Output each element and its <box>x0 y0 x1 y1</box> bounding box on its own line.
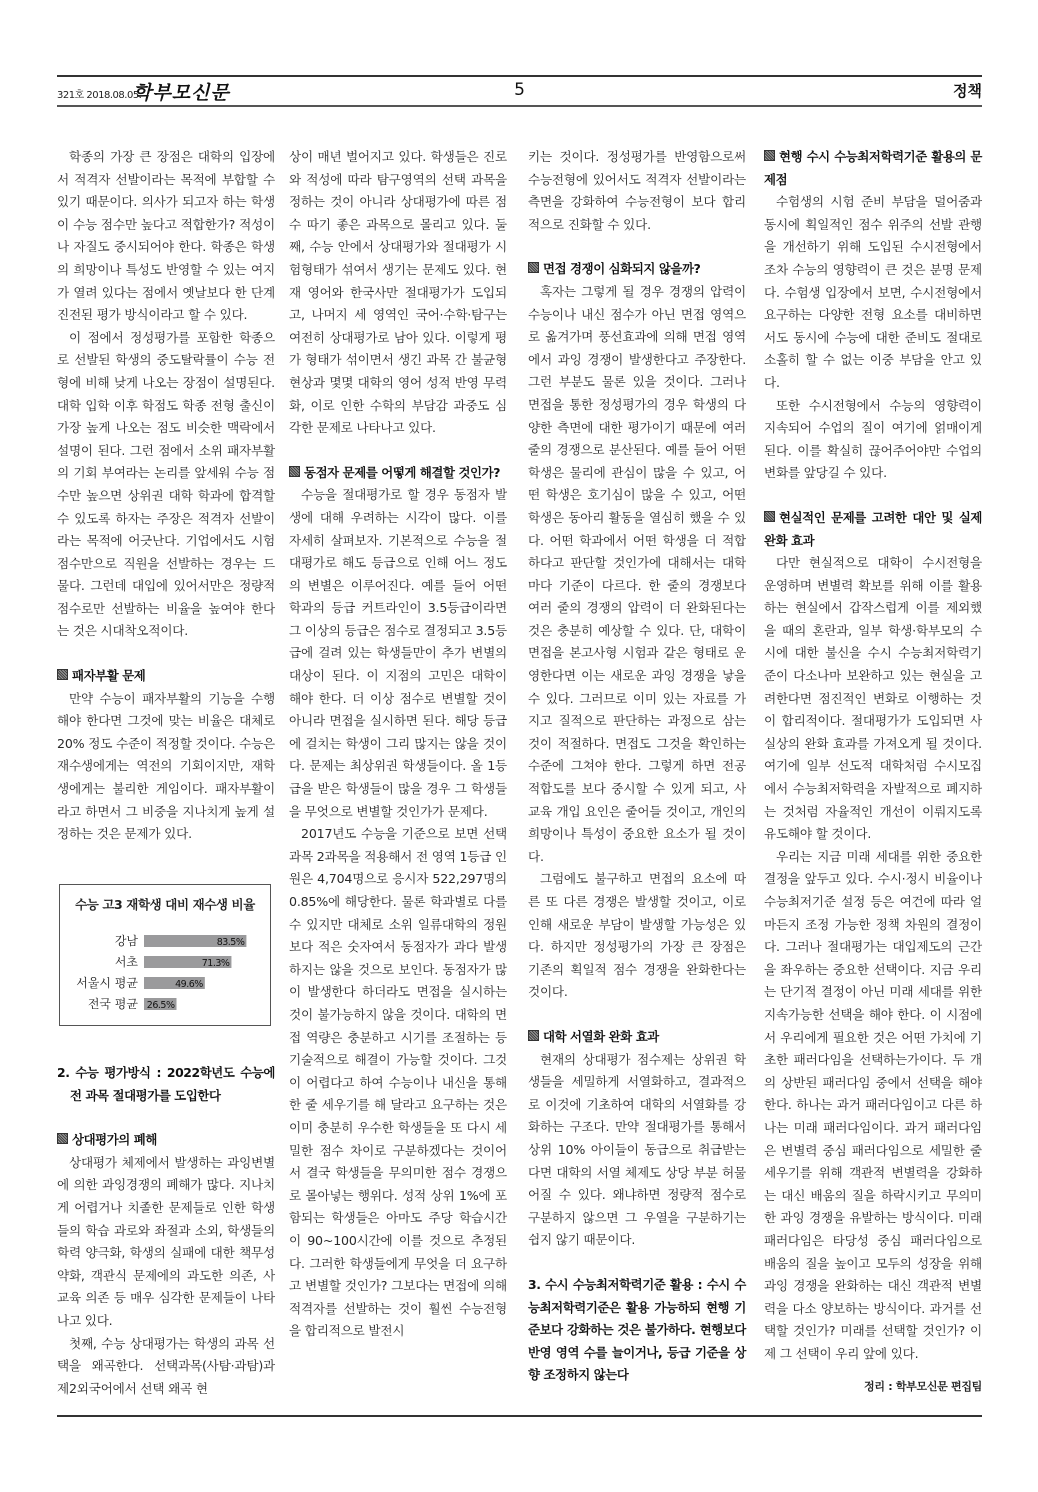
spacer <box>528 236 746 258</box>
bar-category-label: 전국 평균 <box>87 997 138 1011</box>
section-name: 정책 <box>953 82 982 100</box>
bar-category-label: 강남 <box>114 934 138 948</box>
subheading <box>57 665 275 688</box>
subheading <box>57 1129 275 1152</box>
bar-value-label: 49.6% <box>175 979 203 990</box>
square-bullet-icon <box>289 466 300 477</box>
paragraph: 수능을 절대평가로 할 경우 동점자 발생에 대해 우려하는 시각이 많다. 이를 자세히 살펴보자. 기본적으로 수능을 절대평가로 해도 등급으로 인해 어느 정도의 변별은 이루어진다. 예를 들어 어떤 학과의 등급 커트라인이 3.5등급이라면 그 이상의 등급은 점수로 결정되고 3.5등급에 걸려 있는 학생들만이 추가 변별의 대상이 된다. 이 지점의 고민은 대학이 해야 한다. 더 이상 점수로 변별할 것이 아니라 면접을 실시하면 된다. 해당 등급에 걸치는 학생이 그리 많지는 않을 것이다. 문제는 최상위권 학생들이다. 올 1등급을 받은 학생들이 많을 경우 그 학생들을 무엇으로 변별할 것인가가 문제다. <box>289 487 507 819</box>
issue-date: 321호 2018.08.05. <box>57 90 142 101</box>
footer-rule <box>57 1415 982 1417</box>
subheading-text: 동점자 문제를 어떻게 해결할 것인가? <box>304 464 500 480</box>
paragraph: 수험생의 시험 준비 부담을 덜어줌과 동시에 획일적인 점수 위주의 선발 관행을 개선하기 위해 도입된 수시전형에서조차 수능의 영향력이 큰 것은 분명 문제다. 수험생 입장에서 보면, 수시전형에서 요구하는 다양한 전형 요소를 대비하면서도 동시에 수능에 대한 준비도 절대로 소홀히 할 수 없는 이중 부담을 안고 있다. <box>764 194 982 390</box>
paragraph: 현재의 상대평가 점수제는 상위권 학생들을 세밀하게 서열화하고, 결과적으로 이것에 기초하여 대학의 서열화를 강화하는 구조다. 만약 절대평가를 통해서 상위 10% 아이들이 동급으로 취급받는다면 대학의 서열 체제도 상당 부분 허물어질 수 있다. 왜냐하면 정량적 점수로 구분하지 않으면 그 우열을 구분하기는 쉽지 않기 때문이다. <box>528 1051 746 1248</box>
chart-box <box>59 884 271 1026</box>
bar-category-label: 서초 <box>114 955 138 969</box>
article-column-1-lower <box>57 1062 275 1400</box>
editor-credit: 정리 : 학부모신문 편집팀 <box>864 1380 982 1394</box>
square-bullet-icon <box>764 511 775 522</box>
section-heading: 3. 수시 수능최저학력기준 활용 : 수시 수능최저학력기준은 활용 가능하되 현행 기준보다 강화하는 것은 불가하다. 현행보다 반영 영역 수를 늘이거나, 등급 기준을 상향 조정하지 않는다 <box>528 1276 746 1383</box>
subheading-text: 현실적인 문제를 고려한 대안 및 실제 완화 효과 <box>764 509 982 548</box>
subheading-text: 현행 수시 수능최저학력기준 활용의 문제점 <box>764 149 982 187</box>
subheading-text: 대학 서열화 완화 효과 <box>543 1028 659 1044</box>
chart-title: 수능 고3 재학생 대비 재수생 비율 <box>75 897 255 912</box>
bar-category-label: 서울시 평균 <box>76 976 138 990</box>
paragraph: 만약 수능이 패자부활의 기능을 수행해야 한다면 그것에 맞는 비율은 대체로 20% 정도 수준이 적정할 것이다. 수능은 재수생에게는 역전의 기회이지만, 재학생에게는 불리한 게임이다. 패자부활이라고 하면서 그 비중을 지나치게 높게 설정하는 것은 문제가 있다. <box>57 690 275 842</box>
paragraph: 또한 수시전형에서 수능의 영향력이 지속되어 수업의 질이 여기에 얽매이게 된다. 이를 확실히 끊어주어야만 수업의 변화를 앞당길 수 있다. <box>764 397 982 481</box>
article-column-3 <box>528 146 746 1387</box>
square-bullet-icon <box>764 150 775 161</box>
spacer <box>764 485 982 507</box>
section-heading: 2. 수능 평가방식 : 2022학년도 수능에 전 과목 절대평가를 도입한다 <box>57 1065 275 1103</box>
paragraph: 그럼에도 불구하고 면접의 요소에 따른 또 다른 경쟁은 발생할 것이고, 이로 인해 새로운 부담이 발생할 가능성은 있다. 하지만 정성평가의 가장 큰 장점은 기존의 획일적 점수 경쟁을 완화한다는 것이다. <box>528 871 746 1000</box>
bar-value-label: 83.5% <box>216 937 245 948</box>
paragraph: 우리는 지금 미래 세대를 위한 중요한 결정을 앞두고 있다. 수시·정시 비율이나 수능최저기준 설정 등은 여건에 따라 얼마든지 조정 가능한 정책 차원의 결정이다. 그러나 절대평가는 대입제도의 근간을 좌우하는 중요한 선택이다. 지금 우리는 단기적 결정이 아닌 미래 세대를 위한 지속가능한 선택을 해야 한다. 이 시점에서 우리에게 필요한 것은 어떤 가치에 기초한 패러다임을 선택하는가이다. 두 개의 상반된 패러다임 중에서 선택을 해야 한다. 하나는 과거 패러다임이고 다른 하나는 미래 패러다임이다. 과거 패러다임은 변별력 중심 패러다임으로 세밀한 줄 세우기를 위해 객관적 변별력을 강화하는 대신 배움의 질을 하락시키고 무의미한 과잉 경쟁을 유발하는 방식이다. 미래 패러다임은 타당성 중심 패러다임으로 배움의 질을 높이고 모두의 성장을 위해 과잉 경쟁을 완화하는 대신 객관적 변별력을 다소 양보하는 방식이다. 과거를 선택할 것인가? 미래를 선택할 것인가? 이제 그 선택이 우리 앞에 있다. <box>764 848 982 1361</box>
bar-value-label: 71.3% <box>201 958 230 969</box>
paragraph: 키는 것이다. 정성평가를 반영함으로써 수능전형에 있어서도 적격자 선발이라는 측면을 강화하여 수능전형이 보다 합리적으로 진화할 수 있다. <box>528 149 746 232</box>
subheading <box>289 462 507 485</box>
square-bullet-icon <box>528 262 539 273</box>
page-number: 5 <box>514 80 525 100</box>
subheading-text: 면접 경쟁이 심화되지 않을까? <box>543 261 701 277</box>
paragraph: 첫째, 수능 상대평가는 학생의 과목 선택을 왜곡한다. 선택과목(사탐·과탐)과 제2외국어에서 선택 왜곡 현 <box>57 1335 275 1396</box>
square-bullet-icon <box>57 1133 68 1144</box>
subheading <box>764 146 982 191</box>
paragraph: 상대평가 체제에서 발생하는 과잉변별에 의한 과잉경쟁의 폐해가 많다. 지나치게 어렵거나 치졸한 문제들로 인한 학생들의 학습 과로와 좌절과 소외, 학생들의 학력 양극화, 학생의 실패에 대한 책무성 약화, 객관식 문제에의 과도한 의존, 사교육 의존 등 매우 심각한 문제들이 나타나고 있다. <box>57 1154 275 1328</box>
paragraph: 학종의 가장 큰 장점은 대학의 입장에서 적격자 선발이라는 목적에 부합할 수 있기 때문이다. 의사가 되고자 하는 학생이 수능 점수만 높다고 적합한가? 적성이나 자질도 중시되어야 한다. 학종은 학생의 희망이나 특성도 반영할 수 있는 여지가 열려 있다는 점에서 옛날보다 한 단계 진전된 평가 방식이라고 할 수 있다. <box>57 149 275 323</box>
paragraph: 2017년도 수능을 기준으로 보면 선택과목 2과목을 적용해서 전 영역 1등급 인원은 4,704명으로 응시자 522,297명의 0.85%에 해당한다. 물론 학과별로 다를 수 있지만 대체로 소위 일류대학의 정원보다 적은 숫자여서 동점자가 과다 발생하지는 않을 것으로 보인다. 동점자가 많이 발생한다 하더라도 면접을 실시하는 것이 불가능하지 않을 것이다. 대학의 면접 역량은 충분하고 시기를 조절하는 등 기술적으로 해결이 가능할 것이다. 그것이 어렵다고 하여 수능이나 내신을 통해 한 줄 세우기를 해 달라고 요구하는 것은 이미 충분히 우수한 학생들을 또 다시 세밀한 점수 차이로 구분하겠다는 것이어서 결국 학생들을 무의미한 점수 경쟁으로 몰아넣는 행위다. 성적 상위 1%에 포함되는 학생들은 아마도 주당 학습시간이 90~100시간에 이를 것으로 추정된다. 그러한 학생들에게 무엇을 더 요구하고 변별할 것인가? 그보다는 면접에 의해 적격자를 선발하는 것이 훨씬 수능전형을 합리적으로 발전시 <box>289 826 507 1339</box>
paragraph: 다만 현실적으로 대학이 수시전형을 운영하며 변별력 확보를 위해 이를 활용하는 현실에서 갑작스럽게 이를 제외했을 때의 혼란과, 일부 학생·학부모의 수시에 대한 불신을 수시 수능최저학력기준이 다소나마 보완하고 있는 현실을 고려한다면 점진적인 변화로 이행하는 것이 합리적이다. 절대평가가 도입되면 사실상의 완화 효과를 가져오게 될 것이다. 여기에 일부 선도적 대학처럼 수시모집에서 수능최저학력을 자발적으로 폐지하는 것처럼 자율적인 개선이 이뤄지도록 유도해야 할 것이다. <box>764 555 982 842</box>
newspaper-logo: 학부모신문 <box>133 82 230 104</box>
subheading-text: 패자부활 문제 <box>72 668 146 684</box>
spacer <box>57 1107 275 1129</box>
square-bullet-icon <box>57 669 68 680</box>
subheading <box>764 507 982 552</box>
article-column-2 <box>289 146 507 1343</box>
spacer <box>57 643 275 665</box>
spacer <box>289 440 507 462</box>
masthead <box>57 78 982 104</box>
spacer <box>528 1004 746 1026</box>
subheading-text: 상대평가의 폐해 <box>72 1132 157 1148</box>
paragraph: 혹자는 그렇게 될 경우 경쟁의 압력이 수능이나 내신 점수가 아닌 면접 영역으로 옮겨가며 풍선효과에 의해 면접 영역에서 과잉 경쟁이 발생한다고 주장한다. 그런 부분도 물론 있을 것이다. 그러나 면접을 통한 정성평가의 경우 학생의 다양한 측면에 대한 평가이기 때문에 여러 줄의 경쟁으로 분산된다. 예를 들어 어떤 학생은 물리에 관심이 많을 수 있고, 어떤 학생은 호기심이 많을 수 있고, 어떤 학생은 동아리 활동을 열심히 했을 수 있다. 어떤 학과에서 어떤 학생을 더 적합하다고 판단할 것인가에 대해서는 대학마다 기준이 다르다. 한 줄의 경쟁보다 여러 줄의 경쟁의 압력이 더 완화된다는 것은 충분히 예상할 수 있다. 단, 대학이 면접을 본고사형 시험과 같은 형태로 운영한다면 이는 새로운 과잉 경쟁을 낳을 수 있다. 그러므로 이미 있는 자료를 가지고 질적으로 판단하는 과정으로 삼는 것이 적절하다. 면접도 그것을 확인하는 수준에 그쳐야 한다. 그렇게 하면 전공 적합도를 보다 중시할 수 있게 되고, 사교육 개입 요인은 줄어들 것이고, 개인의 희망이나 특성이 중요한 요소가 될 것이다. <box>528 283 746 864</box>
square-bullet-icon <box>528 1030 539 1041</box>
paragraph: 상이 매년 벌어지고 있다. 학생들은 진로와 적성에 따라 탐구영역의 선택 과목을 정하는 것이 아니라 상대평가에 따른 점수 따기 좋은 과목으로 몰리고 있다. 둘째, 수능 안에서 상대평가와 절대평가 시험형태가 섞여서 생기는 문제도 있다. 현재 영어와 한국사만 절대평가가 도입되고, 나머지 세 영역인 국어·수학·탐구는 여전히 상대평가로 남아 있다. 이렇게 평가 형태가 섞이면서 생긴 과목 간 불균형 현상과 몇몇 대학의 영어 성적 반영 무력화, 이로 인한 수학의 부담감 과중도 심각한 문제로 나타나고 있다. <box>289 149 507 436</box>
spacer <box>528 1252 746 1274</box>
article-column-4 <box>764 146 982 1410</box>
header-top-rule <box>57 75 982 77</box>
bar-value-label: 26.5% <box>146 1000 175 1011</box>
paragraph: 이 점에서 정성평가를 포함한 학종으로 선발된 학생의 중도탈락률이 수능 전형에 비해 낮게 나오는 장점이 설명된다. 대학 입학 이후 학점도 학종 전형 출신이 가장 높게 나오는 점도 비슷한 맥락에서 설명이 된다. 그런 점에서 소위 패자부활의 기회 부여라는 논리를 앞세워 수능 점수만 높으면 상위권 대학 학과에 합격할 수 있도록 하자는 주장은 적격자 선발이라는 목적에 어긋난다. 기업에서도 시험 점수만으로 직원을 선발하는 경우는 드물다. 그런데 대입에 있어서만은 정량적 점수로만 선발하는 비율을 높여야 한다는 것은 시대착오적이다. <box>57 329 275 639</box>
header-bottom-rule <box>57 105 982 107</box>
article-column-1 <box>57 146 275 846</box>
subheading <box>528 1026 746 1049</box>
subheading <box>528 258 746 281</box>
